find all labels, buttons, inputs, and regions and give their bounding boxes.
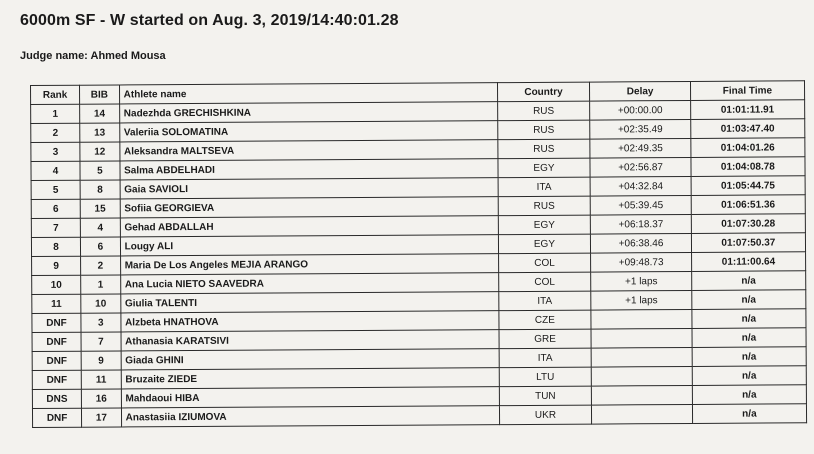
bib-cell: 4 [80,218,120,237]
delay-cell: +00:00.00 [590,100,690,120]
rank-cell: 9 [32,256,81,275]
column-header-athlete-name: Athlete name [119,83,497,104]
rank-cell: 10 [32,275,81,294]
rank-cell: DNF [32,370,81,389]
delay-cell [591,328,691,348]
bib-cell: 9 [81,351,121,370]
delay-cell [591,309,691,329]
rank-cell: DNF [32,332,81,351]
bib-cell: 7 [81,332,121,351]
column-header-rank: Rank [31,85,80,104]
athlete-name-cell: Athanasia KARATSIVI [121,330,499,351]
country-cell: RUS [497,101,590,121]
athlete-name-cell: Mahdaoui HIBA [121,387,499,408]
delay-cell: +05:39.45 [591,195,691,215]
rank-cell: DNF [32,408,81,427]
results-table [30,80,807,428]
athlete-name-cell: Valeriia SOLOMATINA [119,121,497,142]
bib-cell: 10 [81,294,121,313]
athlete-name-cell: Giulia TALENTI [120,292,498,313]
final-time-cell: n/a [692,347,806,367]
final-time-cell: 01:11:00.64 [691,252,805,272]
bib-cell: 3 [81,313,121,332]
final-time-cell: n/a [692,366,806,386]
athlete-name-cell: Lougy ALI [120,235,498,256]
athlete-name-cell: Gehad ABDALLAH [120,216,498,237]
athlete-name-cell: Alzbeta HNATHOVA [120,311,498,332]
delay-cell: +02:49.35 [590,138,690,158]
country-cell: COL [498,272,591,292]
column-header-delay: Delay [590,81,690,101]
rank-cell: 6 [31,199,80,218]
final-time-cell: 01:03:47.40 [690,119,804,139]
bib-cell: 5 [80,161,120,180]
column-header-bib: BIB [80,85,120,104]
rank-cell: 2 [31,123,80,142]
athlete-name-cell: Nadezhda GRECHISHKINA [119,102,497,123]
country-cell: ITA [499,348,592,368]
final-time-cell: n/a [692,404,806,424]
bib-cell: 13 [80,123,120,142]
country-cell: COL [498,253,591,273]
final-time-cell: n/a [692,309,806,329]
column-header-final-time: Final Time [690,81,804,101]
rank-cell: 4 [31,161,80,180]
delay-cell: +1 laps [591,271,691,291]
rank-cell: 5 [31,180,80,199]
column-header-country: Country [497,82,590,102]
bib-cell: 8 [80,180,120,199]
rank-cell: 8 [31,237,80,256]
country-cell: GRE [499,329,592,349]
final-time-cell: 01:07:50.37 [691,233,805,253]
rank-cell: DNF [32,313,81,332]
final-time-cell: 01:07:30.28 [691,214,805,234]
delay-cell: +02:35.49 [590,119,690,139]
final-time-cell: 01:04:08.78 [691,157,805,177]
rank-cell: DNF [32,351,81,370]
country-cell: RUS [498,196,591,216]
delay-cell: +09:48.73 [591,252,691,272]
table-row [32,404,806,428]
bib-cell: 15 [80,199,120,218]
athlete-name-cell: Maria De Los Angeles MEJIA ARANGO [120,254,498,275]
bib-cell: 1 [81,275,121,294]
country-cell: LTU [499,367,592,387]
final-time-cell: n/a [692,385,806,405]
rank-cell: 7 [31,218,80,237]
page-title: 6000m SF - W started on Aug. 3, 2019/14:40:01.28 [20,12,399,29]
delay-cell [592,404,692,424]
final-time-cell: 01:01:11.91 [690,100,804,120]
final-time-cell: 01:06:51.36 [691,195,805,215]
delay-cell: +06:38.46 [591,233,691,253]
country-cell: UKR [499,405,592,425]
delay-cell [592,385,692,405]
bib-cell: 12 [80,142,120,161]
country-cell: CZE [498,310,591,330]
country-cell: RUS [497,120,590,140]
athlete-name-cell: Salma ABDELHADI [120,159,498,180]
country-cell: EGY [498,215,591,235]
bib-cell: 17 [82,408,122,427]
country-cell: RUS [497,139,590,159]
judge-name: Judge name: Ahmed Mousa [20,50,166,62]
delay-cell [592,347,692,367]
country-cell: EGY [498,234,591,254]
delay-cell: +02:56.87 [590,157,690,177]
athlete-name-cell: Aleksandra MALTSEVA [119,140,497,161]
final-time-cell: 01:05:44.75 [691,176,805,196]
athlete-name-cell: Ana Lucia NIETO SAAVEDRA [120,273,498,294]
final-time-cell: n/a [692,290,806,310]
final-time-cell: n/a [692,328,806,348]
delay-cell: +1 laps [591,290,691,310]
country-cell: ITA [498,291,591,311]
athlete-name-cell: Anastasiia IZIUMOVA [121,406,499,427]
delay-cell: +04:32.84 [590,176,690,196]
delay-cell [592,366,692,386]
bib-cell: 16 [81,389,121,408]
final-time-cell: n/a [691,271,805,291]
delay-cell: +06:18.37 [591,214,691,234]
bib-cell: 6 [81,237,121,256]
bib-cell: 2 [81,256,121,275]
bib-cell: 14 [80,104,120,123]
rank-cell: 11 [32,294,81,313]
rank-cell: DNS [32,389,81,408]
athlete-name-cell: Gaia SAVIOLI [120,178,498,199]
country-cell: EGY [497,158,590,178]
rank-cell: 3 [31,142,80,161]
table-body [31,100,807,428]
rank-cell: 1 [31,104,80,123]
athlete-name-cell: Sofiia GEORGIEVA [120,197,498,218]
athlete-name-cell: Giada GHINI [121,349,499,370]
country-cell: TUN [499,386,592,406]
final-time-cell: 01:04:01.26 [691,138,805,158]
athlete-name-cell: Bruzaite ZIEDE [121,368,499,389]
country-cell: ITA [498,177,591,197]
bib-cell: 11 [81,370,121,389]
